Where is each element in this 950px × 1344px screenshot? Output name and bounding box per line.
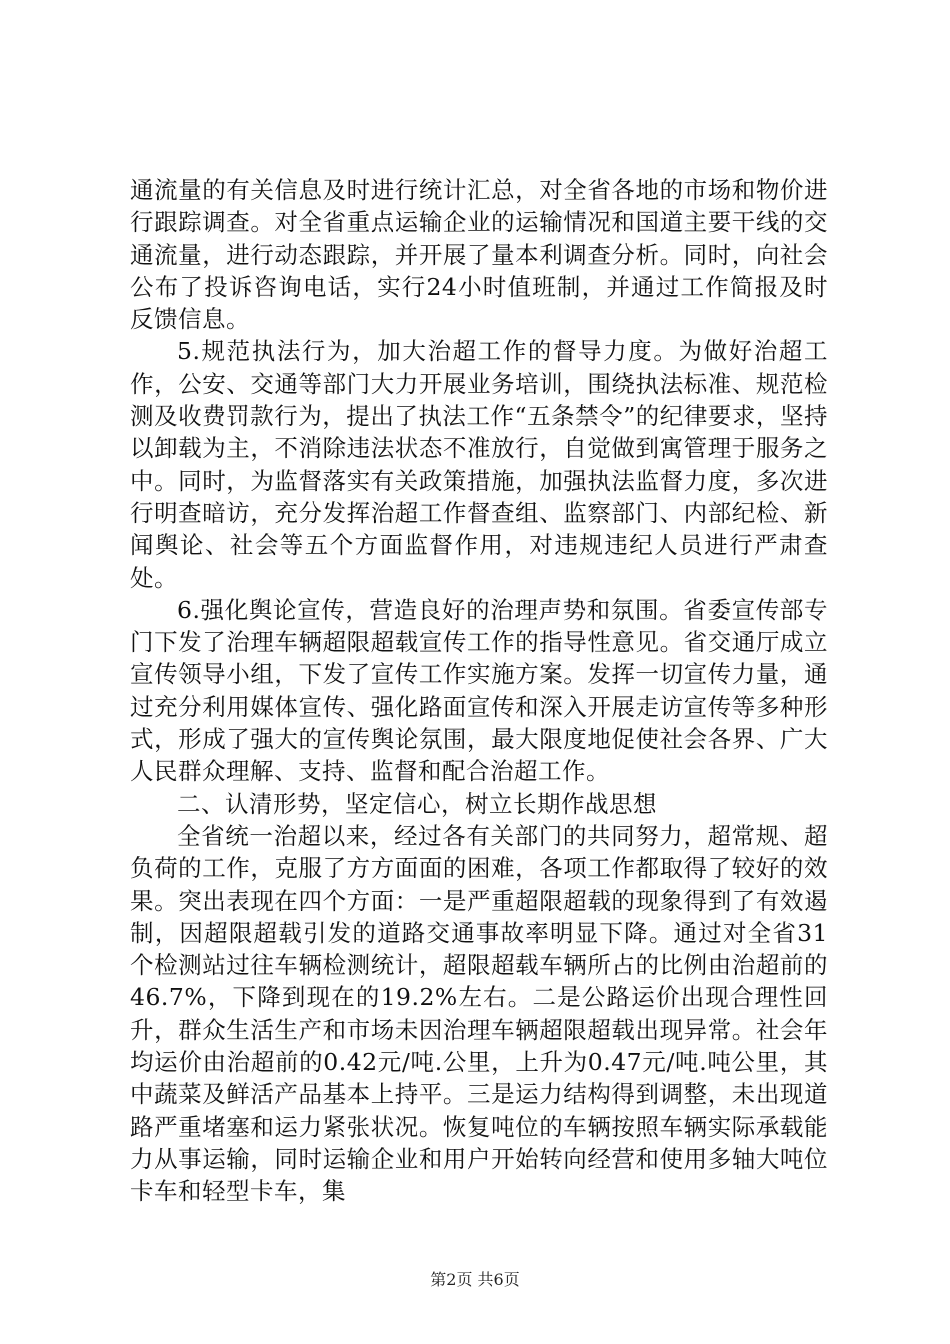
- paragraph-section-2-body: 全省统一治超以来，经过各有关部门的共同努力，超常规、超负荷的工作，克服了方方面面的困难，各项工作都取得了较好的效果。突出表现在四个方面：一是严重超限超载的现象得到了有效遏制，因超限超载引发的道路交通事故率明显下降。通过对全省31个检测站过往车辆检测统计，超限超载车辆所占的比例由治超前的46.7%，下降到现在的19.2%左右。二是公路运价出现合理性回升，群众生活生产和市场未因治理车辆超限超载出现异常。社会年均运价由治超前的0.42元/吨.公里，上升为0.47元/吨.吨公里，其中蔬菜及鲜活产品基本上持平。三是运力结构得到调整，未出现道路严重堵塞和运力紧张状况。恢复吨位的车辆按照车辆实际承载能力从事运输，同时运输企业和用户开始转向经营和使用多轴大吨位卡车和轻型卡车，集: [130, 821, 828, 1206]
- paragraph-item-5: 5.规范执法行为，加大治超工作的督导力度。为做好治超工作，公安、交通等部门大力开展业务培训，围绕执法标准、规范检测及收费罚款行为，提出了执法工作“五条禁令”的纪律要求，坚持以卸载为主，不消除违法状态不准放行，自觉做到寓管理于服务之中。同时，为监督落实有关政策措施，加强执法监督力度，多次进行明查暗访，充分发挥治超工作督查组、监察部门、内部纪检、新闻舆论、社会等五个方面监督作用，对违规违纪人员进行严肃查处。: [130, 337, 828, 592]
- paragraph-continuation: 通流量的有关信息及时进行统计汇总，对全省各地的市场和物价进行跟踪调查。对全省重点运输企业的运输情况和国道主要干线的交通流量，进行动态跟踪，并开展了量本利调查分析。同时，向社会公布了投诉咨询电话，实行24小时值班制，并通过工作简报及时反馈信息。: [130, 176, 828, 334]
- page-footer: 第2页 共6页: [430, 1270, 520, 1289]
- section-heading-2: 二、认清形势，坚定信心，树立长期作战思想: [177, 789, 657, 818]
- paragraph-item-6: 6.强化舆论宣传，营造良好的治理声势和氛围。省委宣传部专门下发了治理车辆超限超载宣传工作的指导性意见。省交通厅成立宣传领导小组，下发了宣传工作实施方案。发挥一切宣传力量，通过充分利用媒体宣传、强化路面宣传和深入开展走访宣传等多种形式，形成了强大的宣传舆论氛围，最大限度地促使社会各界、广大人民群众理解、支持、监督和配合治超工作。: [130, 595, 828, 786]
- document-body: [130, 174, 828, 1208]
